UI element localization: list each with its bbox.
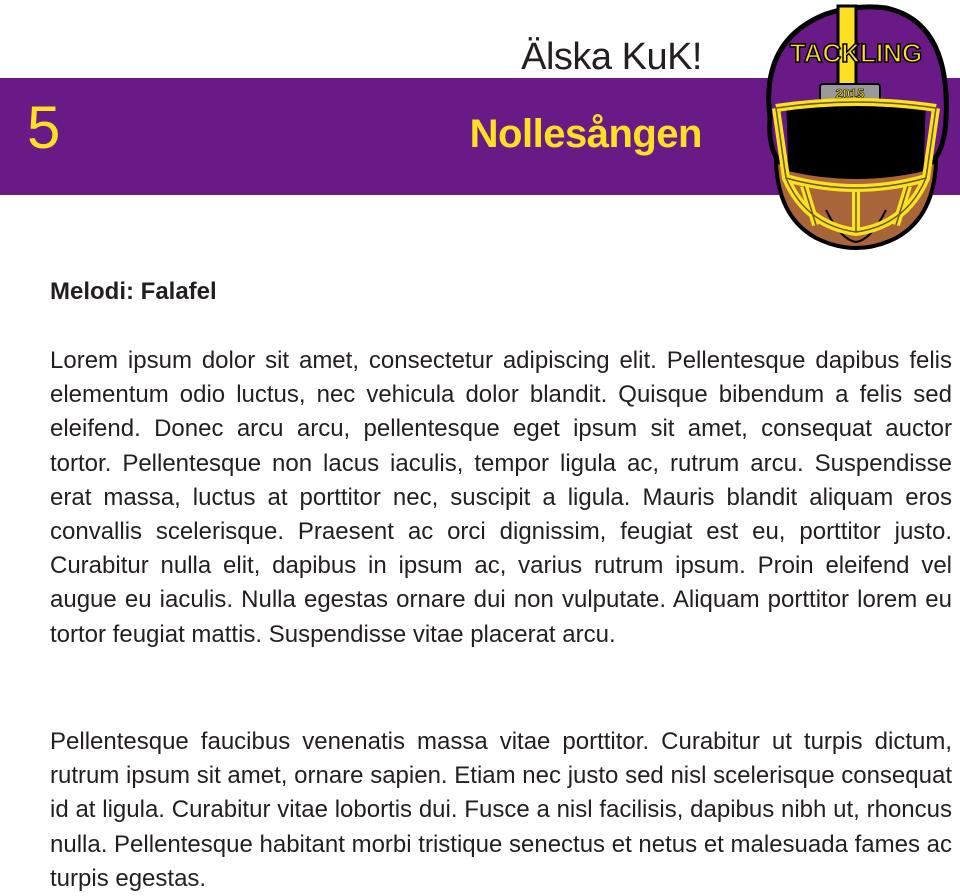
- song-title: Nollesången: [469, 112, 702, 156]
- melody-label: Melodi: Falafel: [50, 278, 217, 305]
- logo-text-year: 2015: [835, 86, 865, 101]
- lyrics-paragraph-1: Lorem ipsum dolor sit amet, consectetur adipiscing elit. Pellentesque dapibus felis elementum odio luctus, nec vehicula dolor blandit. Quisque bibendum a felis sed eleifend. Donec arcu arcu, pellentesque eget ipsum sit amet, consequat auctor tortor. Pellentesque non lacus iaculis, tempor ligula ac, rutrum arcu. Suspendisse erat massa, luctus at porttitor nec, suscipit a ligula. Mauris blandit aliquam eros convallis scelerisque. Praesent ac orci dignissim, feugiat est eu, porttitor justo. Curabitur nulla elit, dapibus in ipsum ac, varius rutrum ipsum. Proin eleifend vel augue eu iaculis. Nulla egestas ornare dui non vulputate. Aliquam porttitor lorem eu tortor feugiat mattis. Suspendisse vitae placerat arcu.: [50, 347, 952, 648]
- slogan: Älska KuK!: [521, 36, 702, 78]
- visor: [788, 106, 924, 178]
- lyrics-paragraph-2: Pellentesque faucibus venenatis massa vitae porttitor. Curabitur ut turpis dictum, rutrum ipsum sit amet, ornare sapien. Etiam nec justo sed nisl scelerisque consequat id at ligula. Curabitur vitae lobortis dui. Fusce a nisl facilisis, dapibus nibh ut, rhoncus nulla. Pellentesque habitant morbi tristique senectus et netus et malesuada fames ac turpis egestas.: [50, 728, 952, 892]
- song-number: 5: [27, 94, 61, 161]
- helmet-logo: [756, 0, 956, 252]
- logo-text-tackling: TACKLING: [789, 38, 923, 68]
